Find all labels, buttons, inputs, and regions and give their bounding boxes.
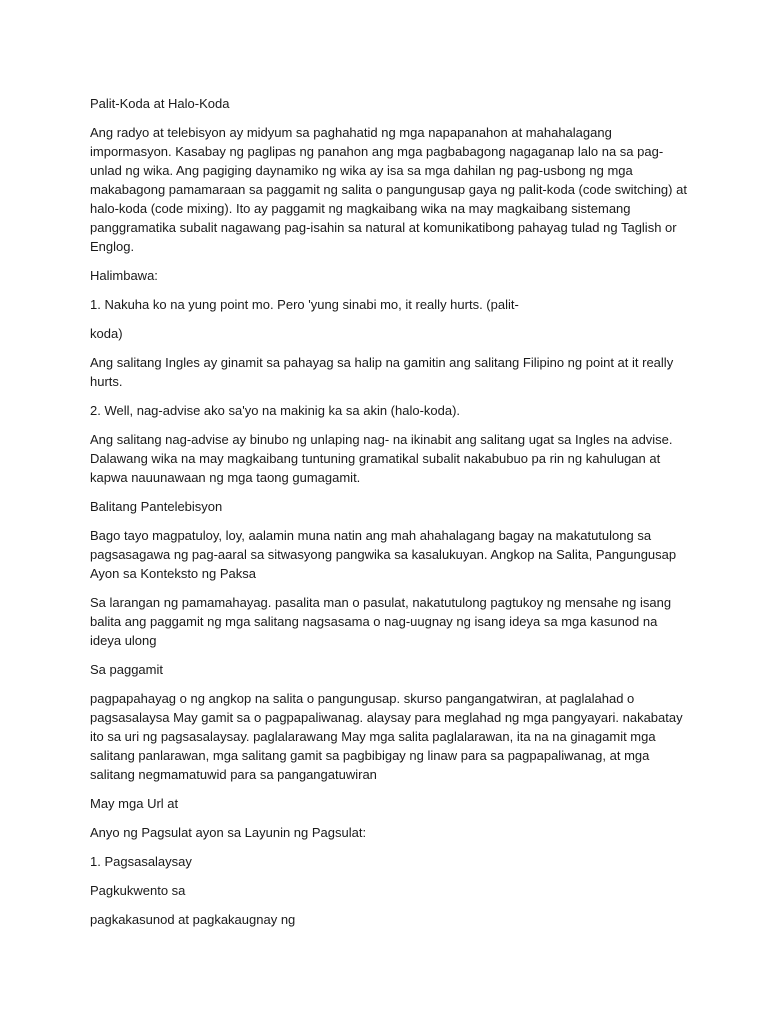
paragraph-intro: Ang radyo at telebisyon ay midyum sa paghahatid ng mga napapanahon at mahahalagang impormasyon. Kasabay ng paglipas ng panahon ang mga pagbabagong nagaganap lalo na sa pag-unlad ng wika. Ang pagiging daynamiko ng wika ay isa sa mga dahilan ng pag-usbong ng mga makabagong pamamaraan sa paggamit ng salita o pangungusap gaya ng palit-koda (code switching) at halo-koda (code mixing). Ito ay paggamit ng magkaibang wika na may magkaibang sistemang panggramatika subalit nagawang pag-isahin sa natural at komunikatibong pahayag tulad ng Taglish or Englog.: [90, 125, 687, 254]
paragraph-pagkakasunod: pagkakasunod at pagkakaugnay ng: [90, 912, 296, 927]
list-item-pagsasalaysay: 1. Pagsasalaysay: [90, 854, 192, 869]
document-title: Palit-Koda at Halo-Koda: [90, 96, 230, 111]
paragraph-example-1-explanation: Ang salitang Ingles ay ginamit sa pahayag sa halip na gamitin ang salitang Filipino ng point at it really hurts.: [90, 355, 674, 389]
paragraph-example-2-explanation: Ang salitang nag-advise ay binubo ng unlaping nag- na ikinabit ang salitang ugat sa Ingles na advise. Dalawang wika na may magkaibang tuntuning gramatikal subalit nakabubuo pa rin ng kahulugan at kapwa nauunawaan ng mga taong gumagamit.: [90, 432, 673, 485]
paragraph-anyo-ng-pagsulat: Anyo ng Pagsulat ayon sa Layunin ng Pagsulat:: [90, 825, 367, 840]
paragraph-example-1: 1. Nakuha ko na yung point mo. Pero 'yung sinabi mo, it really hurts. (palit-: [90, 297, 519, 312]
paragraph-pamamahayag: Sa larangan ng pamamahayag. pasalita man o pasulat, nakatutulong pagtukoy ng mensahe ng isang balita ang paggamit ng mga salitang nagsasama o nag-uugnay ng isang ideya sa mga kasunod na ideya ulong: [90, 595, 672, 648]
paragraph-pagpapahayag: pagpapahayag o ng angkop na salita o pangungusap. skurso pangangatwiran, at paglalahad o pagsasalaysa May gamit sa o pagpapaliwanag. alaysay para meglahad ng mga pangyayari. nakabatay ito sa uri ng pagsasalaysay. paglalarawang May mga salita paglalarawan, ita na na ginagamit mga salitang panlarawan, mga salitang gamit sa pagbibigay ng linaw para sa pagpapaliwanag, at mga salitang negmamatuwid para sa pangangatuwiran: [90, 691, 683, 782]
section-heading-balitang-pantelebisyon: Balitang Pantelebisyon: [90, 499, 223, 514]
paragraph-example-2: 2. Well, nag-advise ako sa'yo na makinig ka sa akin (halo-koda).: [90, 403, 461, 418]
paragraph-may-mga-url: May mga Url at: [90, 796, 179, 811]
paragraph-bago-tayo: Bago tayo magpatuloy, loy, aalamin muna natin ang mah ahahalagang bagay na makatutulong sa pagsasagawa ng pag-aaral sa sitwasyong pangwika sa kasalukuyan. Angkop na Salita, Pangungusap Ayon sa Konteksto ng Paksa: [90, 528, 677, 581]
paragraph-pagkukwento: Pagkukwento sa: [90, 883, 186, 898]
paragraph-example-1-tail: koda): [90, 326, 123, 341]
document-page: [90, 94, 690, 939]
paragraph-sa-paggamit: Sa paggamit: [90, 662, 163, 677]
paragraph-halimbawa-heading: Halimbawa:: [90, 268, 158, 283]
